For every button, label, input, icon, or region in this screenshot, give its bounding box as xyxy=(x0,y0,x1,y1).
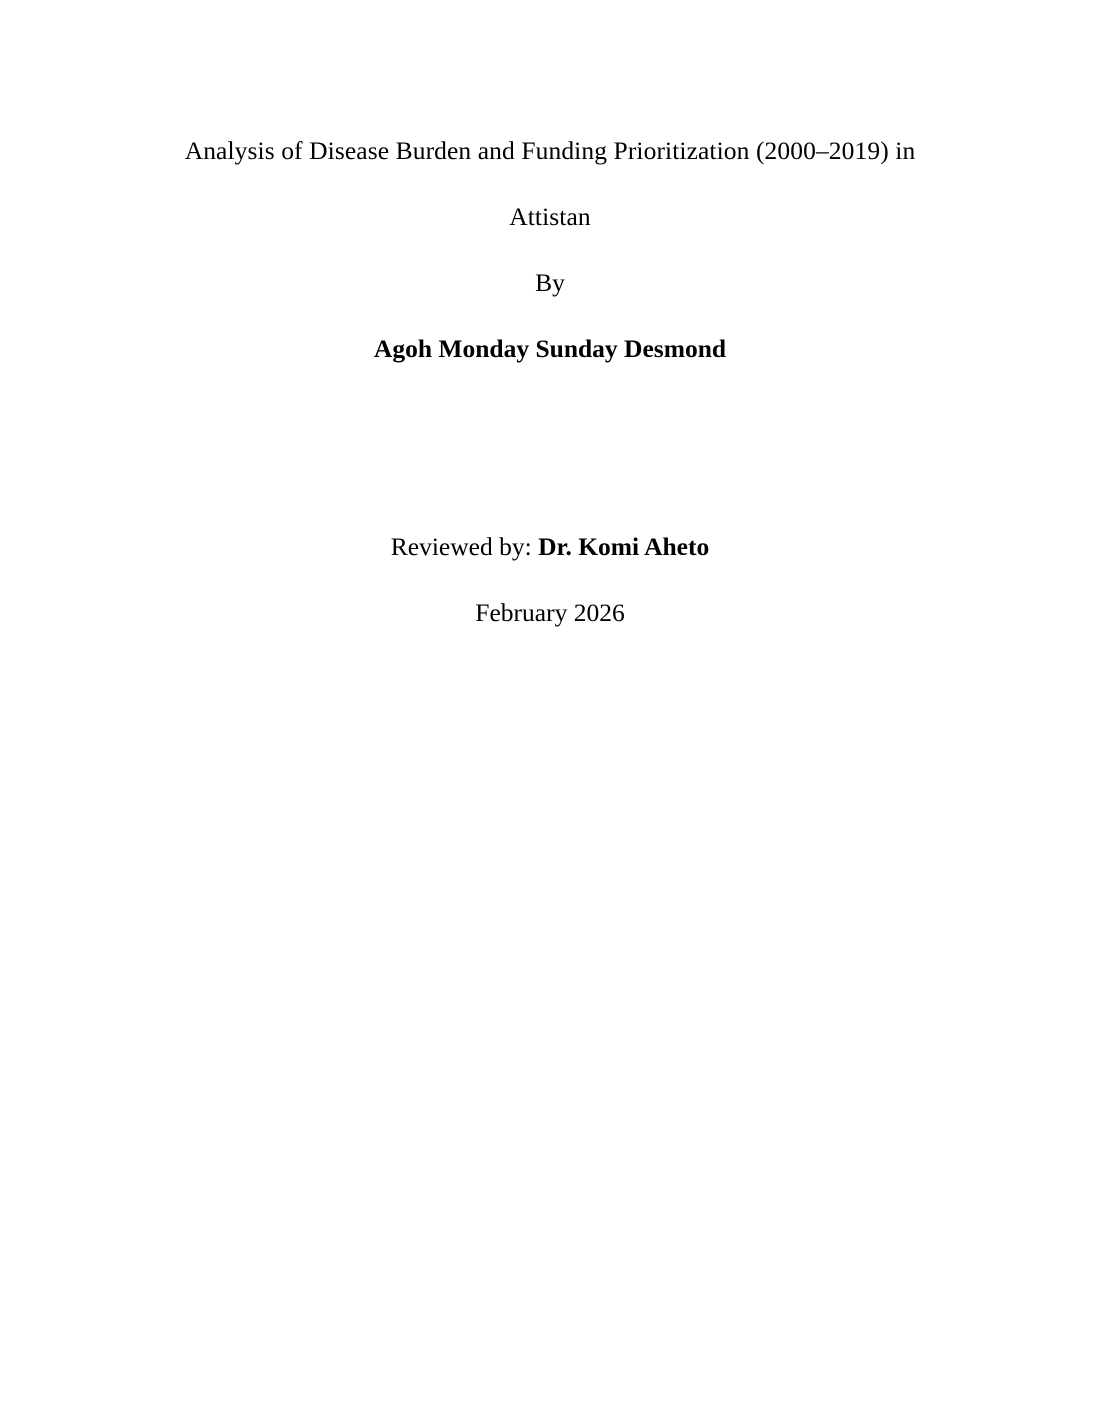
author-name: Agoh Monday Sunday Desmond xyxy=(373,334,727,363)
title-block xyxy=(130,118,970,646)
reviewer-name: Dr. Komi Aheto xyxy=(538,532,710,561)
document-date: February 2026 xyxy=(475,598,625,627)
reviewer-line xyxy=(130,514,970,580)
reviewer-label: Reviewed by: xyxy=(390,532,539,561)
page-title-line-1: Analysis of Disease Burden and Funding Prioritization (2000–2019) in xyxy=(184,136,916,165)
page-title-line-2: Attistan xyxy=(509,202,591,231)
vertical-spacer xyxy=(130,382,970,514)
byline: By xyxy=(535,268,565,297)
